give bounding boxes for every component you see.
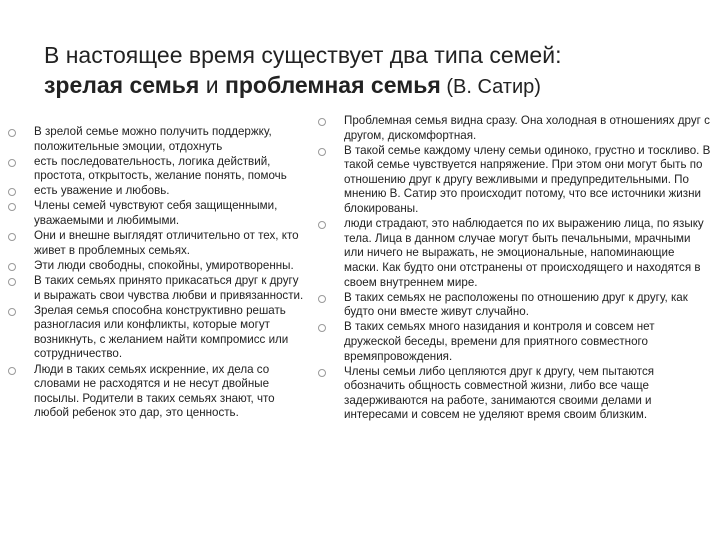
- circle-bullet-icon: [8, 278, 16, 286]
- circle-bullet-icon: [8, 159, 16, 167]
- circle-bullet-icon: [8, 129, 16, 137]
- circle-bullet-icon: [8, 233, 16, 241]
- list-item-text: люди страдают, это наблюдается по их выражению лица, по языку тела. Лица в данном случае могут быть печальными, мрачными или ничего не выражать, не эмоциональные, напоминающие маски. Как будто они отстранены от происходящего и находятся в своем внутреннем мире.: [344, 217, 704, 289]
- list-item: [8, 125, 308, 154]
- title-mature-family: зрелая семья: [44, 72, 200, 98]
- list-item-text: Проблемная семья видна сразу. Она холодная в отношениях друг с другом, дискомфортная.: [344, 114, 710, 142]
- list-item-text: Эти люди свободны, спокойны, умиротворенны.: [34, 258, 294, 272]
- list-item: [318, 217, 712, 290]
- list-item: [8, 363, 308, 421]
- circle-bullet-icon: [318, 148, 326, 156]
- list-item-text: Они и внешне выглядят отличительно от тех, кто живет в проблемных семьях.: [34, 229, 299, 257]
- list-item: [318, 291, 712, 320]
- list-item: [8, 259, 308, 274]
- list-item-text: есть последовательность, логика действий, простота, открытость, желание понять, помочь: [34, 154, 287, 183]
- title-line-1: В настоящее время существует два типа семей:: [44, 42, 562, 68]
- circle-bullet-icon: [318, 369, 326, 377]
- list-item: [8, 229, 308, 258]
- list-item-text: В таких семьях принято прикасаться друг к другу и выражать свои чувства любви и привязанности.: [34, 273, 304, 302]
- list-item-text: В зрелой семье можно получить поддержку, положительные эмоции, отдохнуть: [34, 125, 272, 153]
- circle-bullet-icon: [8, 263, 16, 271]
- list-item-text: Члены семьи либо цепляются друг к другу, чем пытаются обозначить общность совместной жизни, либо все чаще задерживаются на работе, занимаются своими делами и интересами и совсем не уделяют время своим близким.: [344, 364, 655, 422]
- left-bullet-list: [8, 125, 308, 421]
- circle-bullet-icon: [318, 295, 326, 303]
- circle-bullet-icon: [318, 324, 326, 332]
- circle-bullet-icon: [8, 367, 16, 375]
- list-item-text: есть уважение и любовь.: [34, 184, 170, 198]
- title-author: (В. Сатир): [440, 76, 541, 98]
- circle-bullet-icon: [318, 221, 326, 229]
- list-item: [8, 184, 308, 199]
- title-line-2: [44, 70, 704, 102]
- circle-bullet-icon: [318, 118, 326, 126]
- circle-bullet-icon: [8, 308, 16, 316]
- list-item-text: Зрелая семья способна конструктивно решать разногласия или конфликты, которые могут возникнуть, с желанием найти компромисс или сотрудничество.: [34, 303, 289, 361]
- list-item: [318, 320, 712, 364]
- list-item: [318, 365, 712, 423]
- list-item: [318, 114, 712, 143]
- list-item: [8, 155, 308, 184]
- title-problem-family: проблемная семья: [224, 72, 441, 98]
- title-and: и: [199, 72, 225, 98]
- right-bullet-list: [318, 114, 712, 423]
- circle-bullet-icon: [8, 188, 16, 196]
- circle-bullet-icon: [8, 203, 16, 211]
- list-item: [8, 199, 308, 228]
- list-item-text: Члены семей чувствуют себя защищенными, уважаемыми и любимыми.: [34, 199, 278, 228]
- slide-title: [44, 40, 704, 102]
- list-item: [318, 144, 712, 217]
- list-item-text: В такой семье каждому члену семьи одиноко, грустно и тоскливо. В такой семье чувствуется напряжение. При этом они могут быть по отношению друг к другу вежливыми и предупредительными. По мнению В. Сатир это происходит потому, что все источники жизни блокированы.: [344, 143, 711, 216]
- list-item: [8, 304, 308, 362]
- list-item: [8, 274, 308, 303]
- list-item-text: В таких семьях много назидания и контроля и совсем нет дружеской беседы, времени для приятного совместного времяпровождения.: [344, 320, 655, 363]
- list-item-text: В таких семьях не расположены по отношению друг к другу, как будто они вместе живут случайно.: [344, 290, 688, 319]
- list-item-text: Люди в таких семьях искренние, их дела со словами не расходятся и не несут двойные посылы. Родители в таких семьях знают, что любой ребенок это дар, это ценность.: [34, 362, 275, 420]
